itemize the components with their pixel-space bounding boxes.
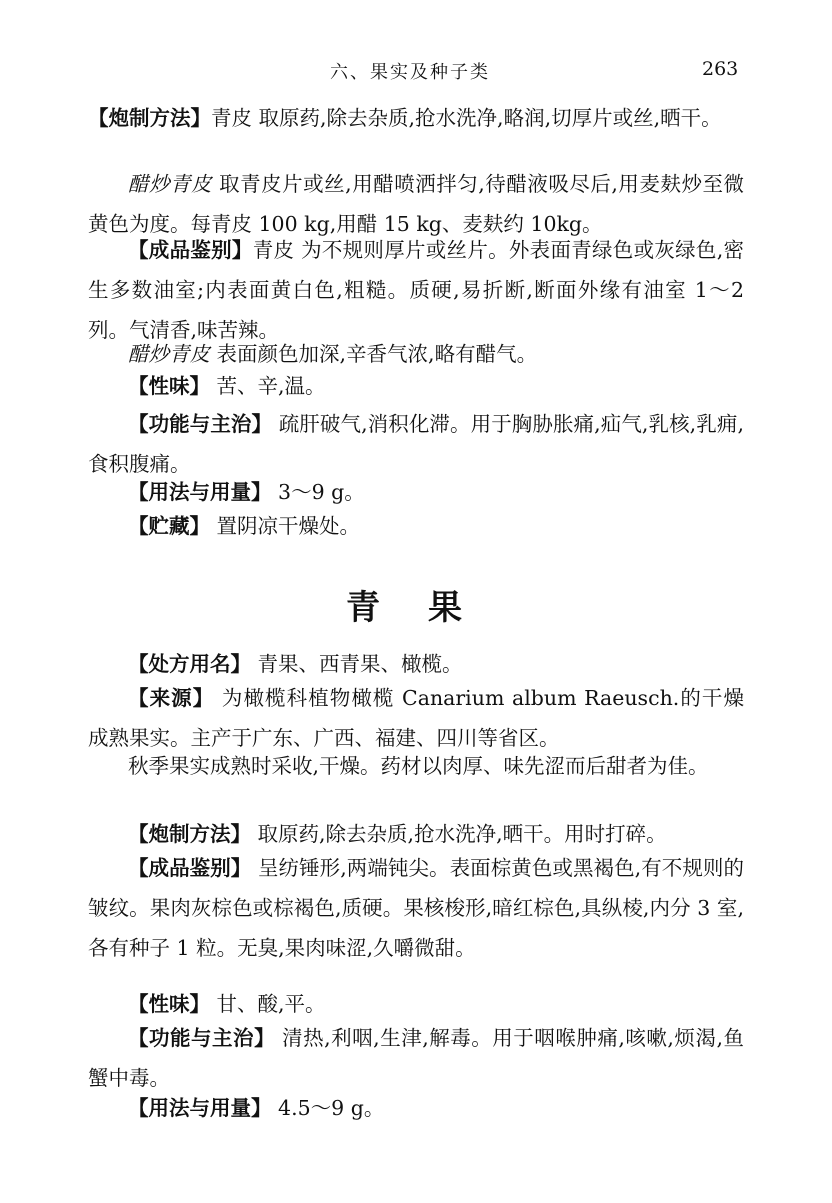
section-title-qingguo: 青果 — [346, 588, 510, 628]
qingpi-indications-text: 疏肝破气,消积化滞。用于胸胁胀痛,疝气,乳核,乳痈,食积腹痛。 — [88, 412, 744, 476]
qingpi-storage-text: 置阴凉干燥处。 — [216, 514, 361, 538]
qingpi-nature-label: 【性味】 — [128, 374, 210, 398]
qingpi-identification-text: 青皮 为不规则厚片或丝片。外表面青绿色或灰绿色,密生多数油室;内表面黄白色,粗糙。质硬,易折断,断面外缘有油室 1～2 列。气清香,味苦辣。 — [88, 238, 744, 342]
qingguo-source-text: 为橄榄科植物橄榄 Canarium album Raeusch.的干燥成熟果实。主产于广东、广西、福建、四川等省区。 — [88, 686, 744, 750]
qingpi-identification-label: 【成品鉴别】 — [128, 238, 253, 262]
qingguo-identification-label: 【成品鉴别】 — [128, 856, 252, 880]
qingpi-dosage-text: 3～9 g。 — [278, 480, 365, 504]
qingguo-harvest-paragraph — [88, 746, 744, 786]
qingguo-dosage-label: 【用法与用量】 — [128, 1096, 272, 1120]
qingguo-prescription-name-text: 青果、西青果、橄榄。 — [257, 652, 463, 676]
qingpi-vinegar-identification-text: 表面颜色加深,辛香气浓,略有醋气。 — [216, 342, 538, 366]
qingpi-storage-label: 【贮藏】 — [128, 514, 210, 538]
qingpi-indications-label: 【功能与主治】 — [128, 412, 273, 436]
qingguo-dosage-text: 4.5～9 g。 — [278, 1096, 385, 1120]
qingguo-indications-label: 【功能与主治】 — [128, 1026, 276, 1050]
qingpi-processing-paragraph — [88, 98, 744, 138]
qingguo-source-label: 【来源】 — [128, 686, 215, 710]
page-number: 263 — [702, 58, 739, 80]
qingguo-processing-label: 【炮制方法】 — [128, 822, 251, 846]
qingpi-vinegar-fried-text: 取青皮片或丝,用醋喷洒拌匀,待醋液吸尽后,用麦麸炒至微黄色为度。每青皮 100 kg,用醋 15 kg、麦麸约 10kg。 — [88, 172, 744, 236]
qingpi-processing-label: 【炮制方法】 — [88, 106, 211, 130]
qingpi-storage-paragraph — [88, 506, 744, 546]
qingguo-harvest-text: 秋季果实成熟时采收,干燥。药材以肉厚、味先涩而后甜者为佳。 — [128, 754, 709, 778]
qingpi-processing-text: 青皮 取原药,除去杂质,抢水洗净,略润,切厚片或丝,晒干。 — [211, 106, 722, 130]
qingpi-vinegar-fried-label: 醋炒青皮 — [128, 172, 213, 196]
running-header: 六、果实及种子类 — [330, 62, 490, 83]
qingguo-indications-paragraph — [88, 1018, 744, 1098]
qingpi-identification-paragraph — [88, 230, 744, 350]
qingpi-dosage-label: 【用法与用量】 — [128, 480, 272, 504]
qingguo-processing-text: 取原药,除去杂质,抢水洗净,晒干。用时打碎。 — [257, 822, 667, 846]
qingpi-vinegar-identification-label: 醋炒青皮 — [128, 342, 210, 366]
qingguo-indications-text: 清热,利咽,生津,解毒。用于咽喉肿痛,咳嗽,烦渴,鱼蟹中毒。 — [88, 1026, 744, 1090]
qingpi-nature-paragraph — [88, 366, 744, 406]
qingpi-nature-text: 苦、辛,温。 — [216, 374, 326, 398]
qingguo-nature-text: 甘、酸,平。 — [216, 992, 326, 1016]
qingguo-dosage-paragraph — [88, 1088, 744, 1128]
qingguo-identification-text: 呈纺锤形,两端钝尖。表面棕黄色或黑褐色,有不规则的皱纹。果肉灰棕色或棕褐色,质硬。果核梭形,暗红棕色,具纵棱,内分 3 室,各有种子 1 粒。无臭,果肉味涩,久嚼微甜。 — [88, 856, 744, 960]
qingguo-prescription-name-label: 【处方用名】 — [128, 652, 251, 676]
qingguo-nature-label: 【性味】 — [128, 992, 210, 1016]
qingguo-identification-paragraph — [88, 848, 744, 968]
